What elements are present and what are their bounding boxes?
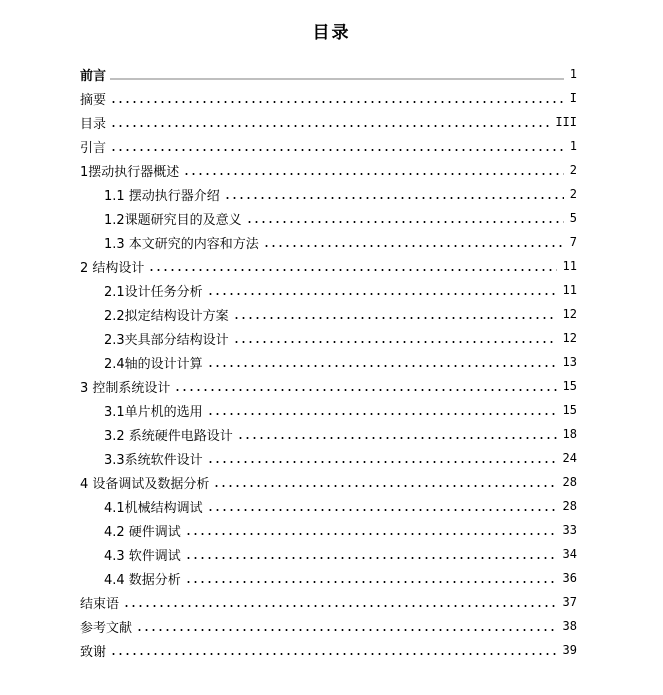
toc-entry-page-number: 1 [569, 67, 577, 81]
toc-entry-page-number: 12 [562, 307, 577, 321]
dot-leader [174, 389, 556, 391]
toc-entry-page-number: 2 [569, 187, 577, 201]
toc-entry-page-number: 1 [569, 139, 577, 153]
toc-entry-page-number: 2 [569, 163, 577, 177]
toc-entry[interactable] [80, 375, 577, 397]
toc-entry[interactable] [80, 87, 577, 109]
dot-leader [110, 149, 564, 151]
toc-entry-label: 4.4 数据分析 [104, 572, 181, 588]
toc-entry-label: 参考文献 [80, 620, 133, 636]
toc-entry-label: 3 控制系统设计 [80, 380, 171, 396]
toc-entry-label: 引言 [80, 140, 107, 156]
dot-leader [213, 485, 556, 487]
toc-entry-label: 4.2 硬件调试 [104, 524, 181, 540]
toc-entry-page-number: 13 [562, 355, 577, 369]
toc-entry-label: 3.1单片机的选用 [104, 404, 203, 420]
page-title: 目录 [312, 23, 351, 43]
toc-entry-label: 1摆动执行器概述 [80, 164, 180, 180]
toc-entry-page-number: 24 [562, 451, 577, 465]
dot-leader [207, 461, 557, 463]
toc-entry[interactable] [104, 399, 577, 421]
dot-leader [263, 245, 564, 247]
toc-entry[interactable] [80, 159, 577, 181]
toc-entry-page-number: 11 [562, 283, 577, 297]
toc-entry-label: 4 设备调试及数据分析 [80, 476, 210, 492]
dot-leader [233, 341, 557, 343]
toc-entry-page-number: III [555, 115, 577, 129]
dot-leader [185, 581, 557, 583]
toc-entry-page-number: 33 [562, 523, 577, 537]
toc-entry-label: 目录 [80, 116, 107, 132]
toc-entry-label: 2 结构设计 [80, 260, 145, 276]
toc-entry[interactable] [104, 519, 577, 541]
dot-leader [207, 413, 557, 415]
toc-entry[interactable] [104, 303, 577, 325]
dot-leader [207, 365, 557, 367]
toc-entry[interactable] [80, 591, 577, 613]
dot-leader [110, 101, 564, 103]
toc-entry-label: 3.2 系统硬件电路设计 [104, 428, 233, 444]
toc-entry[interactable] [104, 351, 577, 373]
toc-entry-label: 2.3夹具部分结构设计 [104, 332, 229, 348]
dot-leader [136, 629, 557, 631]
dot-leader [185, 557, 557, 559]
dot-leader [233, 317, 557, 319]
toc-entry[interactable] [104, 423, 577, 445]
toc-entry-page-number: 5 [569, 211, 577, 225]
toc-entry[interactable] [80, 639, 577, 661]
dot-leader [148, 269, 556, 271]
toc-entry[interactable] [104, 207, 577, 229]
toc-entry[interactable] [80, 471, 577, 493]
toc-entry-page-number: 11 [562, 259, 577, 273]
toc-entry[interactable] [80, 135, 577, 157]
toc-entry-label: 2.4轴的设计计算 [104, 356, 203, 372]
toc-entry-label: 摘要 [80, 92, 107, 108]
toc-entry[interactable] [104, 279, 577, 301]
toc-entry-page-number: 28 [562, 475, 577, 489]
toc-entry-page-number: 38 [562, 619, 577, 633]
dot-leader [123, 605, 557, 607]
dot-leader [246, 221, 564, 223]
toc-entry[interactable] [104, 495, 577, 517]
toc-entry[interactable] [104, 231, 577, 253]
toc-entry-page-number: I [569, 91, 577, 105]
dot-leader [207, 509, 557, 511]
toc-entry-label: 3.3系统软件设计 [104, 452, 203, 468]
toc-entry-label: 致谢 [80, 644, 107, 660]
toc-entry[interactable] [104, 543, 577, 565]
dot-leader [185, 533, 557, 535]
toc-entry-label: 4.3 软件调试 [104, 548, 181, 564]
toc-entry-label: 前言 [80, 68, 107, 84]
toc-entry-label: 1.3 本文研究的内容和方法 [104, 236, 259, 252]
toc-entry-page-number: 18 [562, 427, 577, 441]
toc-entry-label: 结束语 [80, 596, 120, 612]
toc-entry-page-number: 39 [562, 643, 577, 657]
toc-entry-page-number: 12 [562, 331, 577, 345]
dot-leader [110, 125, 549, 127]
dot-leader [237, 437, 557, 439]
toc-entry-label: 1.2课题研究目的及意义 [104, 212, 242, 228]
dot-leader [110, 653, 557, 655]
toc-entry[interactable] [80, 255, 577, 277]
toc-entry[interactable] [80, 615, 577, 637]
toc-entry-page-number: 28 [562, 499, 577, 513]
toc-entry-label: 4.1机械结构调试 [104, 500, 203, 516]
toc-entry-page-number: 37 [562, 595, 577, 609]
toc-entry[interactable] [80, 63, 577, 85]
dot-leader [110, 78, 564, 80]
toc-entry[interactable] [104, 327, 577, 349]
toc-entry-page-number: 15 [562, 403, 577, 417]
toc-entry-page-number: 7 [569, 235, 577, 249]
toc-entry-label: 2.2拟定结构设计方案 [104, 308, 229, 324]
toc-entry-page-number: 34 [562, 547, 577, 561]
toc-entry[interactable] [80, 111, 577, 133]
toc-entry[interactable] [104, 567, 577, 589]
dot-leader [224, 197, 564, 199]
toc-entry-label: 2.1设计任务分析 [104, 284, 203, 300]
dot-leader [183, 173, 563, 175]
toc-entry-page-number: 36 [562, 571, 577, 585]
toc-entry[interactable] [104, 447, 577, 469]
dot-leader [207, 293, 557, 295]
toc-entry-page-number: 15 [562, 379, 577, 393]
toc-entry[interactable] [104, 183, 577, 205]
toc-entry-label: 1.1 摆动执行器介绍 [104, 188, 220, 204]
